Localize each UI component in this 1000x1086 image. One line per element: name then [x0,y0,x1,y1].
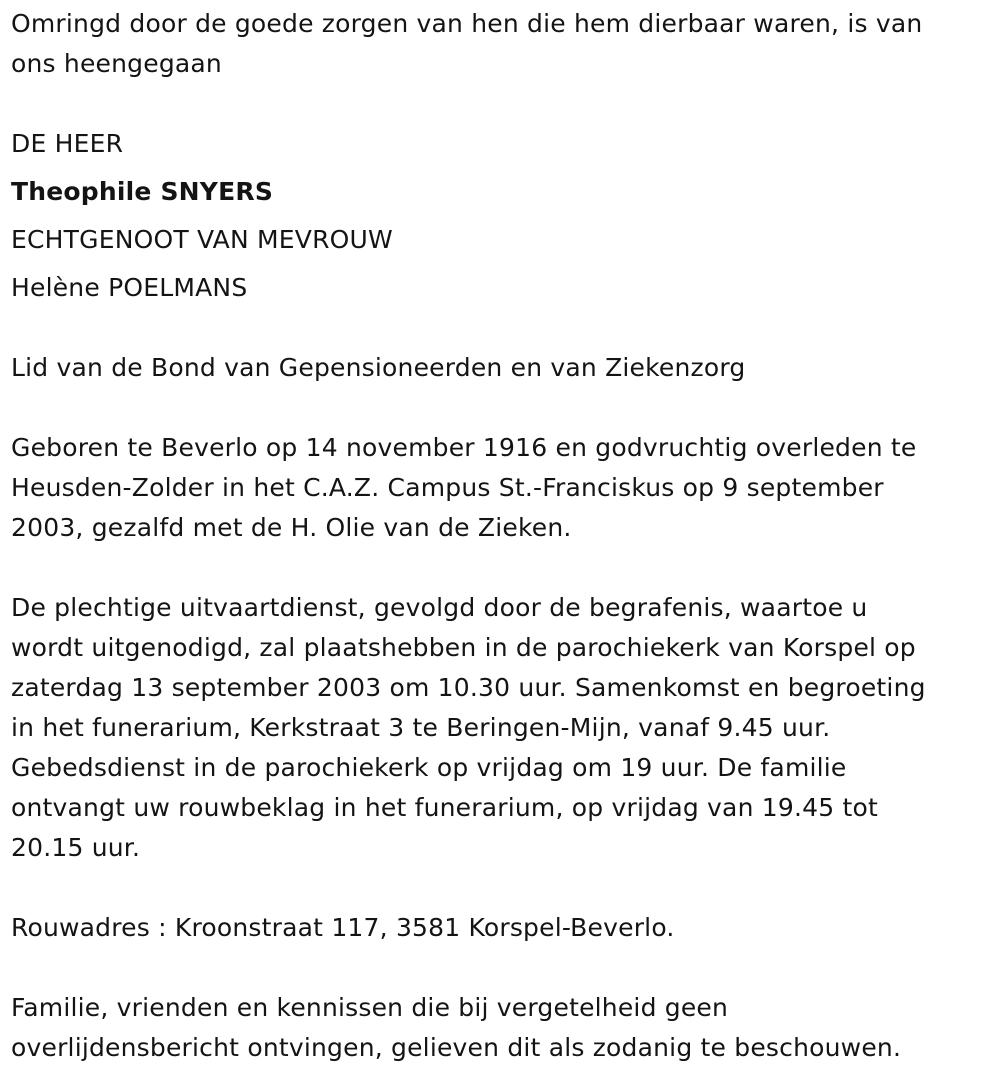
membership-line: Lid van de Bond van Gepensioneerden en van Ziekenzorg [11,353,746,382]
ceremony-line: 20.15 uur. [11,833,141,862]
ceremony-line: ontvangt uw rouwbeklag in het funerarium, op vrijdag van 19.45 tot [11,793,878,822]
intro-paragraph [11,4,980,84]
spouse-name: Helène POELMANS [11,273,248,302]
mourning-address: Rouwadres : Kroonstraat 117, 3581 Korspel-Beverlo. [11,913,675,942]
intro-line: Omringd door de goede zorgen van hen die hem dierbaar waren, is van [11,9,923,38]
closing-paragraph [11,988,980,1068]
spouse-label: ECHTGENOOT VAN MEVROUW [11,225,393,254]
birth-death-paragraph [11,428,980,548]
birth-death-line: Geboren te Beverlo op 14 november 1916 en godvruchtig overleden te [11,433,917,462]
ceremony-paragraph [11,588,980,868]
closing-line: overlijdensbericht ontvingen, gelieven dit als zodanig te beschouwen. [11,1033,902,1062]
honorific: DE HEER [11,129,124,158]
birth-death-line: 2003, gezalfd met de H. Olie van de Zieken. [11,513,572,542]
ceremony-line: De plechtige uitvaartdienst, gevolgd door de begrafenis, waartoe u [11,593,868,622]
closing-line: Familie, vrienden en kennissen die bij vergetelheid geen [11,993,729,1022]
ceremony-line: Gebedsdienst in de parochiekerk op vrijdag om 19 uur. De familie [11,753,847,782]
birth-death-line: Heusden-Zolder in het C.A.Z. Campus St.-Franciskus op 9 september [11,473,884,502]
deceased-block [11,124,980,308]
deceased-name: Theophile SNYERS [11,177,274,206]
ceremony-line: wordt uitgenodigd, zal plaatshebben in de parochiekerk van Korspel op [11,633,916,662]
ceremony-line: in het funerarium, Kerkstraat 3 te Beringen-Mijn, vanaf 9.45 uur. [11,713,831,742]
ceremony-line: zaterdag 13 september 2003 om 10.30 uur. Samenkomst en begroeting [11,673,926,702]
intro-line: ons heengegaan [11,49,222,78]
